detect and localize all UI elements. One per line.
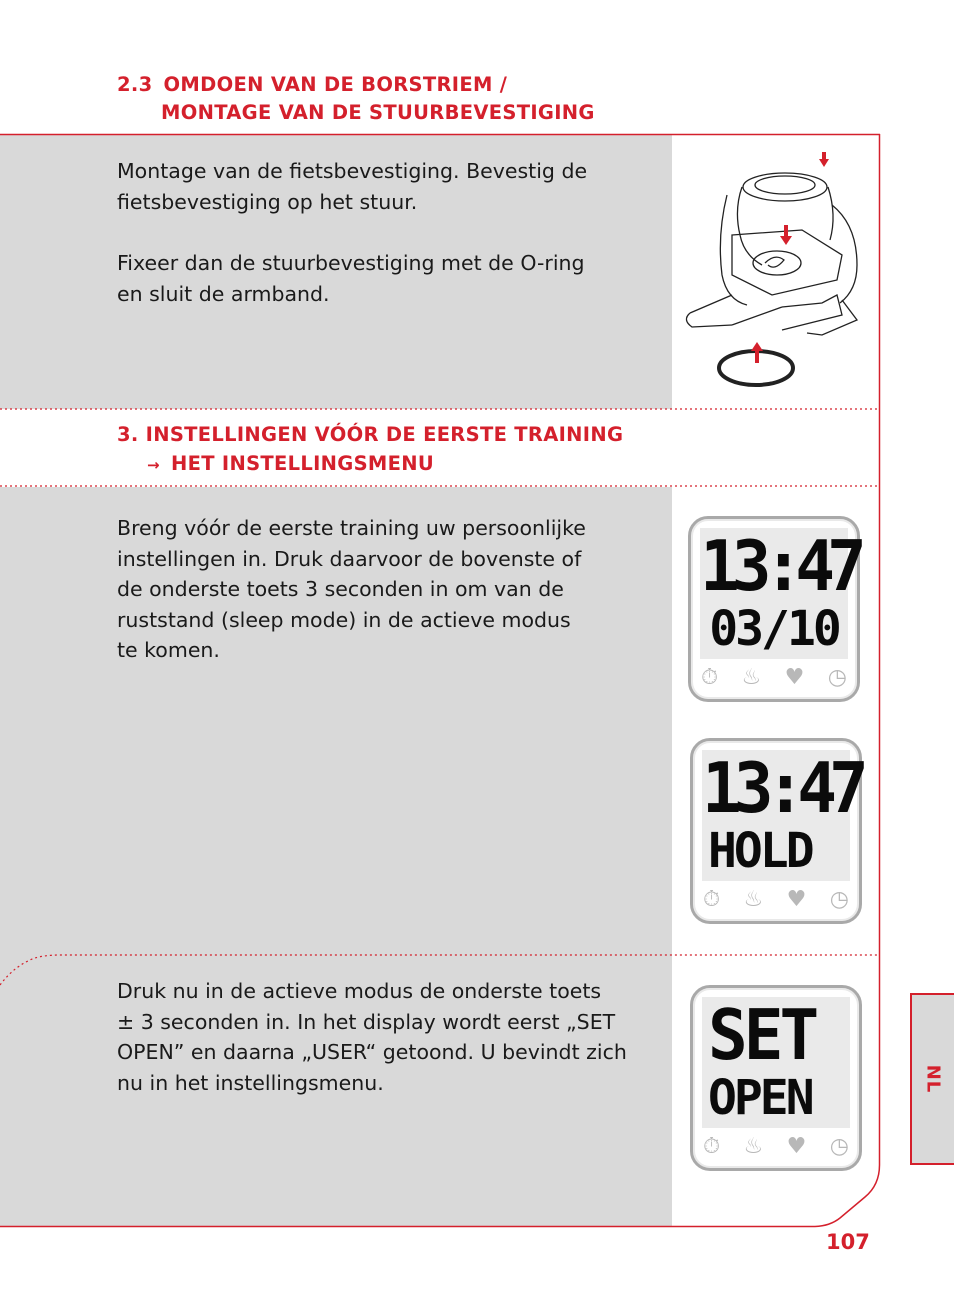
lcd-line-2: OPEN — [708, 1070, 812, 1126]
stopwatch-icon: ⏱ — [703, 1133, 721, 1159]
text-line: te komen. — [117, 638, 220, 662]
section-number: 2.3 — [117, 73, 153, 96]
clock-icon: ◷ — [827, 664, 847, 690]
text-line: OPEN” en daarna „USER“ getoond. U bevindt zich — [117, 1040, 627, 1064]
section-title-line1: OMDOEN VAN DE BORSTRIEM / — [163, 73, 508, 96]
display-time-date — [688, 516, 860, 702]
arrow-right-icon: → — [147, 456, 160, 474]
text-line: Fixeer dan de stuurbevestiging met de O-ring — [117, 251, 585, 275]
section-title-line2: MONTAGE VAN DE STUURBEVESTIGING — [161, 101, 595, 124]
stopwatch-icon: ⏱ — [703, 886, 721, 912]
lcd-icon-row — [703, 885, 849, 913]
text-line: Druk nu in de actieve modus de onderste toets — [117, 979, 602, 1003]
display-time-hold — [690, 738, 862, 924]
lcd-icon-row — [701, 663, 847, 691]
lcd-line-2: HOLD — [708, 823, 812, 879]
heart-icon: ♥ — [784, 664, 805, 690]
text-line: fietsbevestiging op het stuur. — [117, 189, 418, 214]
heart-icon: ♥ — [786, 886, 807, 912]
lcd-line-1: SET — [708, 995, 816, 1076]
text-line: Montage van de fietsbevestiging. Bevestig de — [117, 159, 588, 183]
text-line: ruststand (sleep mode) in de actieve modus — [117, 607, 571, 632]
language-tab — [910, 993, 954, 1165]
mount-paragraph-2 — [117, 248, 585, 309]
section-3-title-line2: HET INSTELLINGSMENU — [170, 452, 434, 475]
settings-paragraph-1 — [117, 513, 586, 666]
lcd-icon-row — [703, 1132, 849, 1160]
bike-icon: ♨ — [743, 886, 764, 912]
display-set-open — [690, 985, 862, 1171]
settings-paragraph-2 — [117, 976, 627, 1098]
text-line: instellingen in. Druk daarvoor de bovenste of — [117, 546, 582, 571]
text-line: Breng vóór de eerste training uw persoonlijke — [117, 516, 586, 540]
lcd-line-2: 03/10 — [709, 601, 839, 657]
lcd-screen — [702, 997, 850, 1128]
lcd-line-1: 13:47 — [702, 748, 861, 829]
bike-icon: ♨ — [741, 664, 762, 690]
text-line: en sluit de armband. — [117, 281, 330, 306]
lcd-line-1: 13:47 — [700, 526, 859, 607]
text-line: nu in het instellingsmenu. — [117, 1070, 384, 1095]
text-line: de onderste toets 3 seconden in om van de — [117, 577, 564, 601]
bike-icon: ♨ — [743, 1133, 764, 1159]
lcd-screen — [702, 748, 861, 881]
clock-icon: ◷ — [829, 886, 849, 912]
bike-mount-illustration — [672, 135, 879, 408]
section-3-title-line2-wrap — [147, 449, 434, 480]
lcd-screen — [700, 526, 859, 659]
text-line: ± 3 seconden in. In het display wordt eerst „SET — [117, 1009, 616, 1034]
clock-icon: ◷ — [829, 1133, 849, 1159]
stopwatch-icon: ⏱ — [701, 664, 719, 690]
mount-paragraph-1 — [117, 156, 587, 217]
language-label: NL — [922, 1064, 944, 1094]
page-number: 107 — [826, 1230, 870, 1254]
section-3-title-line1: 3. INSTELLINGEN VÓÓR DE EERSTE TRAINING — [117, 423, 624, 446]
heart-icon: ♥ — [786, 1133, 807, 1159]
